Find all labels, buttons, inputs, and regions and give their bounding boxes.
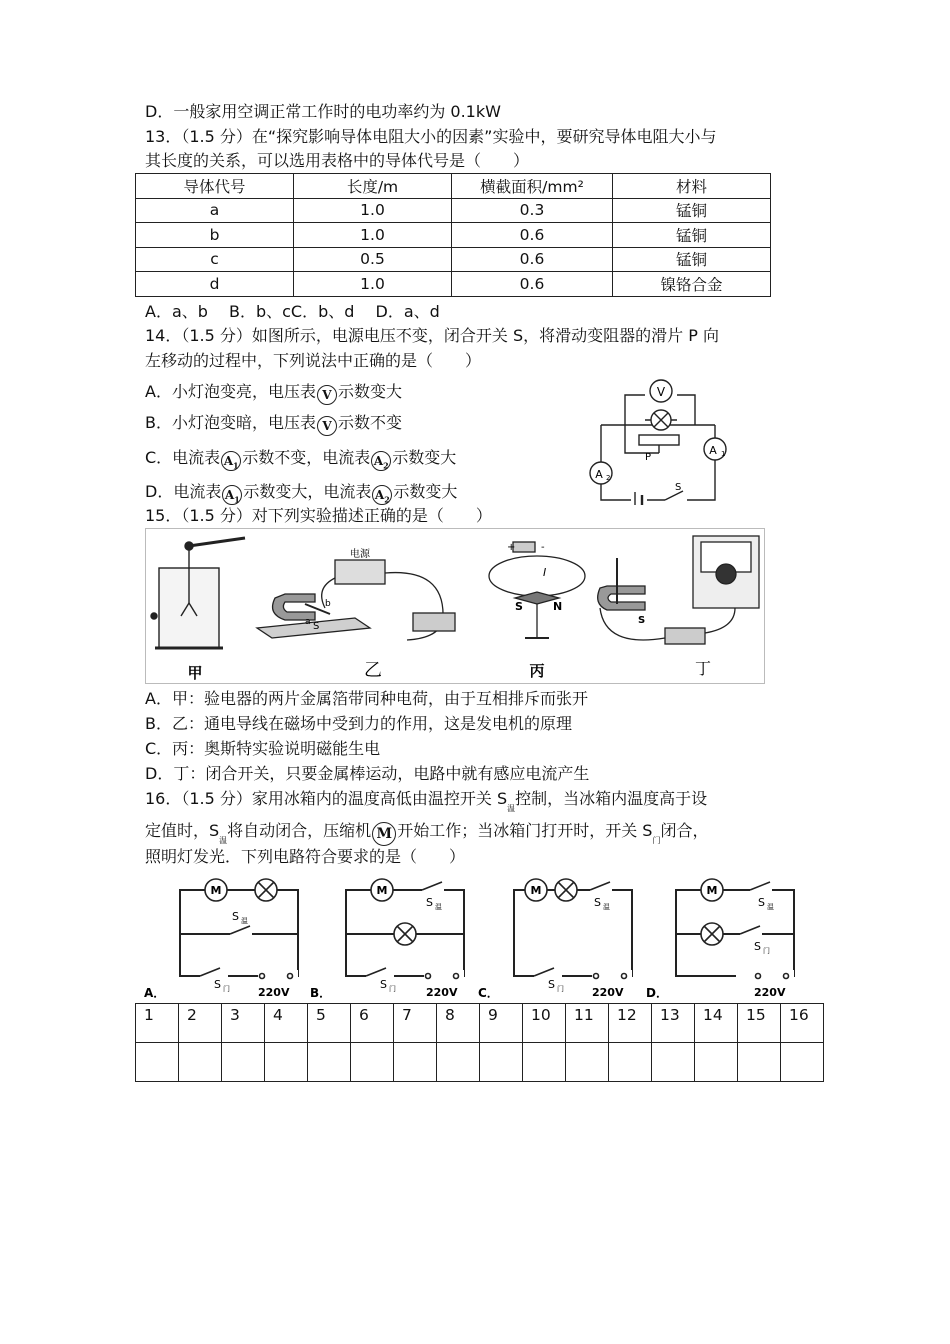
option-text: 示数变大 (392, 448, 457, 467)
answer-blank-cell[interactable] (308, 1043, 351, 1082)
table-header-cell: 导体代号 (136, 174, 294, 199)
answer-blank-cell[interactable] (265, 1043, 308, 1082)
switch-sub: 温 (241, 917, 248, 925)
table-header-cell: 材料 (613, 174, 771, 199)
voltage-label: 220V (754, 986, 786, 999)
wire-label-b: b (325, 599, 331, 609)
answer-number-cell: 6 (351, 1004, 394, 1043)
table-cell: 锰铜 (613, 223, 771, 248)
q16-text: 16．（1.5 分）家用冰箱内的温度高低由温控开关 S (145, 789, 508, 808)
answer-blank-cell[interactable] (394, 1043, 437, 1082)
q14-option-a (145, 381, 402, 405)
q16-text: 闭合， (660, 821, 709, 840)
q16-line1 (145, 788, 707, 820)
answer-number-cell: 1 (136, 1004, 179, 1043)
option-letter-a: A． (144, 986, 166, 1000)
answer-number-cell: 15 (738, 1004, 781, 1043)
answer-number-cell: 16 (781, 1004, 824, 1043)
table-cell: 镍铬合金 (613, 272, 771, 297)
switch-label: S (594, 896, 601, 909)
figure-label-yi: 乙 (364, 660, 382, 681)
answer-blank-cell[interactable] (609, 1043, 652, 1082)
motor-icon: M (372, 822, 396, 846)
battery-minus: - (541, 542, 545, 553)
ammeter-a1-icon: $A_1$ (221, 451, 241, 471)
option-text: D．电流表 (145, 482, 222, 501)
switch-label: S (380, 978, 387, 991)
figure-label-bing: 丙 (529, 662, 545, 680)
option-text: B．小灯泡变暗，电压表 (145, 413, 316, 432)
motor-symbol-b: M (376, 884, 388, 897)
motor-symbol-a: M (210, 884, 222, 897)
q15-option-d: D．丁：闭合开关，只要金属棒运动，电路中就有感应电流产生 (145, 764, 590, 783)
switch-label: S (232, 910, 239, 923)
q16-text: 定值时，S (145, 821, 220, 840)
table-cell: 1.0 (294, 198, 452, 223)
answer-blank-cell[interactable] (179, 1043, 222, 1082)
q13-stem-line1: 13．（1.5 分）在“探究影响导体电阻大小的因素”实验中，要研究导体电阻大小与 (145, 127, 717, 146)
table-cell: 0.6 (452, 223, 613, 248)
answer-number-cell: 3 (222, 1004, 265, 1043)
answer-number-cell: 2 (179, 1004, 222, 1043)
figure-label-ding: 丁 (694, 659, 712, 678)
q13-options: A．a、b B．b、cC．b、d D．a、d (145, 302, 440, 321)
answer-blank-cell[interactable] (136, 1043, 179, 1082)
current-label: I (543, 566, 547, 579)
needle-south: S (515, 600, 523, 613)
switch-label: S (758, 896, 765, 909)
answer-number-cell: 4 (265, 1004, 308, 1043)
answer-number-row (136, 1004, 824, 1043)
voltage-label: 220V (258, 986, 290, 999)
option-text: C．电流表 (145, 448, 221, 467)
q15-stem: 15．（1.5 分）对下列实验描述正确的是（ ） (145, 506, 492, 525)
table-cell: a (136, 198, 294, 223)
switch-sub: 门 (763, 947, 770, 955)
answer-blank-cell[interactable] (738, 1043, 781, 1082)
ammeter-a2-icon: $A_2$ (371, 451, 391, 471)
answer-grid (135, 1003, 824, 1082)
table-cell: c (136, 247, 294, 272)
q15-option-c: C．丙：奥斯特实验说明磁能生电 (145, 739, 381, 758)
q13-conductor-table (135, 173, 771, 297)
q13-stem-line2: 其长度的关系，可以选用表格中的导体代号是（ ） (145, 151, 530, 170)
answer-blank-cell[interactable] (437, 1043, 480, 1082)
table-cell: 锰铜 (613, 247, 771, 272)
answer-blank-cell[interactable] (695, 1043, 738, 1082)
q14-option-c (145, 447, 456, 471)
q16-line3: 照明灯发光．下列电路符合要求的是（ ） (145, 847, 466, 866)
ammeter-a1-icon: $A_1$ (222, 485, 242, 505)
q12-option-d: D．一般家用空调正常工作时的电功率约为 0.1kW (145, 102, 501, 121)
answer-number-cell: 14 (695, 1004, 738, 1043)
q14-stem-line1: 14．（1.5 分）如图所示，电源电压不变，闭合开关 S，将滑动变阻器的滑片 P 向 (145, 326, 719, 345)
q14-circuit-diagram (585, 375, 745, 505)
answer-number-cell: 9 (480, 1004, 523, 1043)
q16-text: 将自动闭合，压缩机 (227, 821, 372, 840)
switch-sub: 门 (557, 985, 564, 993)
table-cell: d (136, 272, 294, 297)
switch-label: S (754, 940, 761, 953)
answer-number-cell: 10 (523, 1004, 566, 1043)
switch-label: S (548, 978, 555, 991)
answer-blank-cell[interactable] (566, 1043, 609, 1082)
q15-option-a: A．甲：验电器的两片金属箔带同种电荷，由于互相排斥而张开 (145, 689, 588, 708)
answer-blank-cell[interactable] (781, 1043, 824, 1082)
q14-option-b (145, 412, 402, 436)
table-cell: 0.5 (294, 247, 452, 272)
option-text: 示数不变 (337, 413, 402, 432)
table-row (136, 223, 771, 248)
power-label: 电源 (350, 549, 370, 560)
voltage-label: 220V (426, 986, 458, 999)
table-row (136, 247, 771, 272)
q15-option-b: B．乙：通电导线在磁场中受到力的作用，这是发电机的原理 (145, 714, 572, 733)
voltmeter-icon: V (317, 416, 337, 436)
table-header-cell: 横截面积/mm² (452, 174, 613, 199)
q16-text: 开始工作；当冰箱门打开时，开关 S (397, 821, 653, 840)
answer-blank-cell[interactable] (222, 1043, 265, 1082)
voltmeter-icon: V (317, 385, 337, 405)
table-row (136, 272, 771, 297)
switch-label: S (675, 482, 682, 493)
answer-blank-cell[interactable] (652, 1043, 695, 1082)
q16-circuit-options (140, 872, 820, 1002)
switch-label: S (214, 978, 221, 991)
pole-label-s-ding: S (638, 615, 646, 626)
ammeter-a2-icon: $A_2$ (372, 485, 392, 505)
ammeter-a1-sub: 1 (721, 450, 726, 458)
option-text: 示数变大 (393, 482, 458, 501)
answer-number-cell: 8 (437, 1004, 480, 1043)
answer-blank-cell[interactable] (480, 1043, 523, 1082)
table-header-row (136, 174, 771, 199)
q14-option-d (145, 481, 457, 505)
answer-number-cell: 13 (652, 1004, 695, 1043)
figure-label-jia: 甲 (187, 664, 203, 682)
table-cell: 1.0 (294, 223, 452, 248)
table-cell: 0.6 (452, 247, 613, 272)
table-cell: 锰铜 (613, 198, 771, 223)
option-text: A．小灯泡变亮，电压表 (145, 382, 316, 401)
switch-sub: 温 (435, 903, 442, 911)
subscript-wen: 温 (507, 804, 516, 813)
answer-blank-cell[interactable] (523, 1043, 566, 1082)
battery-plus: + (507, 542, 516, 553)
wire-label-a: a (305, 617, 311, 627)
answer-number-cell: 5 (308, 1004, 351, 1043)
answer-number-cell: 12 (609, 1004, 652, 1043)
table-cell: b (136, 223, 294, 248)
q15-experiment-figure (145, 528, 765, 684)
option-letter-b: B． (310, 986, 332, 1000)
switch-sub: 温 (767, 903, 774, 911)
pole-label-s: S (313, 621, 320, 632)
answer-blank-row (136, 1043, 824, 1082)
answer-number-cell: 7 (394, 1004, 437, 1043)
option-text: 示数变大 (337, 382, 402, 401)
motor-symbol-d: M (706, 884, 718, 897)
table-cell: 1.0 (294, 272, 452, 297)
answer-number-cell: 11 (566, 1004, 609, 1043)
voltage-label: 220V (592, 986, 624, 999)
switch-label: S (426, 896, 433, 909)
needle-north: N (553, 600, 563, 613)
q16-text: 控制，当冰箱内温度高于设 (515, 789, 708, 808)
switch-sub: 门 (223, 985, 230, 993)
motor-symbol-c: M (530, 884, 542, 897)
answer-blank-cell[interactable] (351, 1043, 394, 1082)
option-text: 示数不变，电流表 (242, 448, 371, 467)
subscript-men: 门 (652, 836, 661, 845)
slider-label: P (645, 452, 652, 463)
switch-sub: 温 (603, 903, 610, 911)
voltmeter-label: V (656, 385, 666, 399)
ammeter-a1-label: A (709, 444, 717, 457)
option-text: 示数变大，电流表 (243, 482, 372, 501)
subscript-wen: 温 (219, 836, 228, 845)
table-cell: 0.6 (452, 272, 613, 297)
ammeter-a2-label: A (595, 468, 603, 481)
option-letter-c: C． (478, 986, 499, 1000)
ammeter-a2-sub: 2 (606, 474, 611, 482)
table-cell: 0.3 (452, 198, 613, 223)
table-header-cell: 长度/m (294, 174, 452, 199)
switch-sub: 门 (389, 985, 396, 993)
table-row (136, 198, 771, 223)
q14-stem-line2: 左移动的过程中，下列说法中正确的是（ ） (145, 351, 482, 370)
option-letter-d: D． (646, 986, 668, 1000)
